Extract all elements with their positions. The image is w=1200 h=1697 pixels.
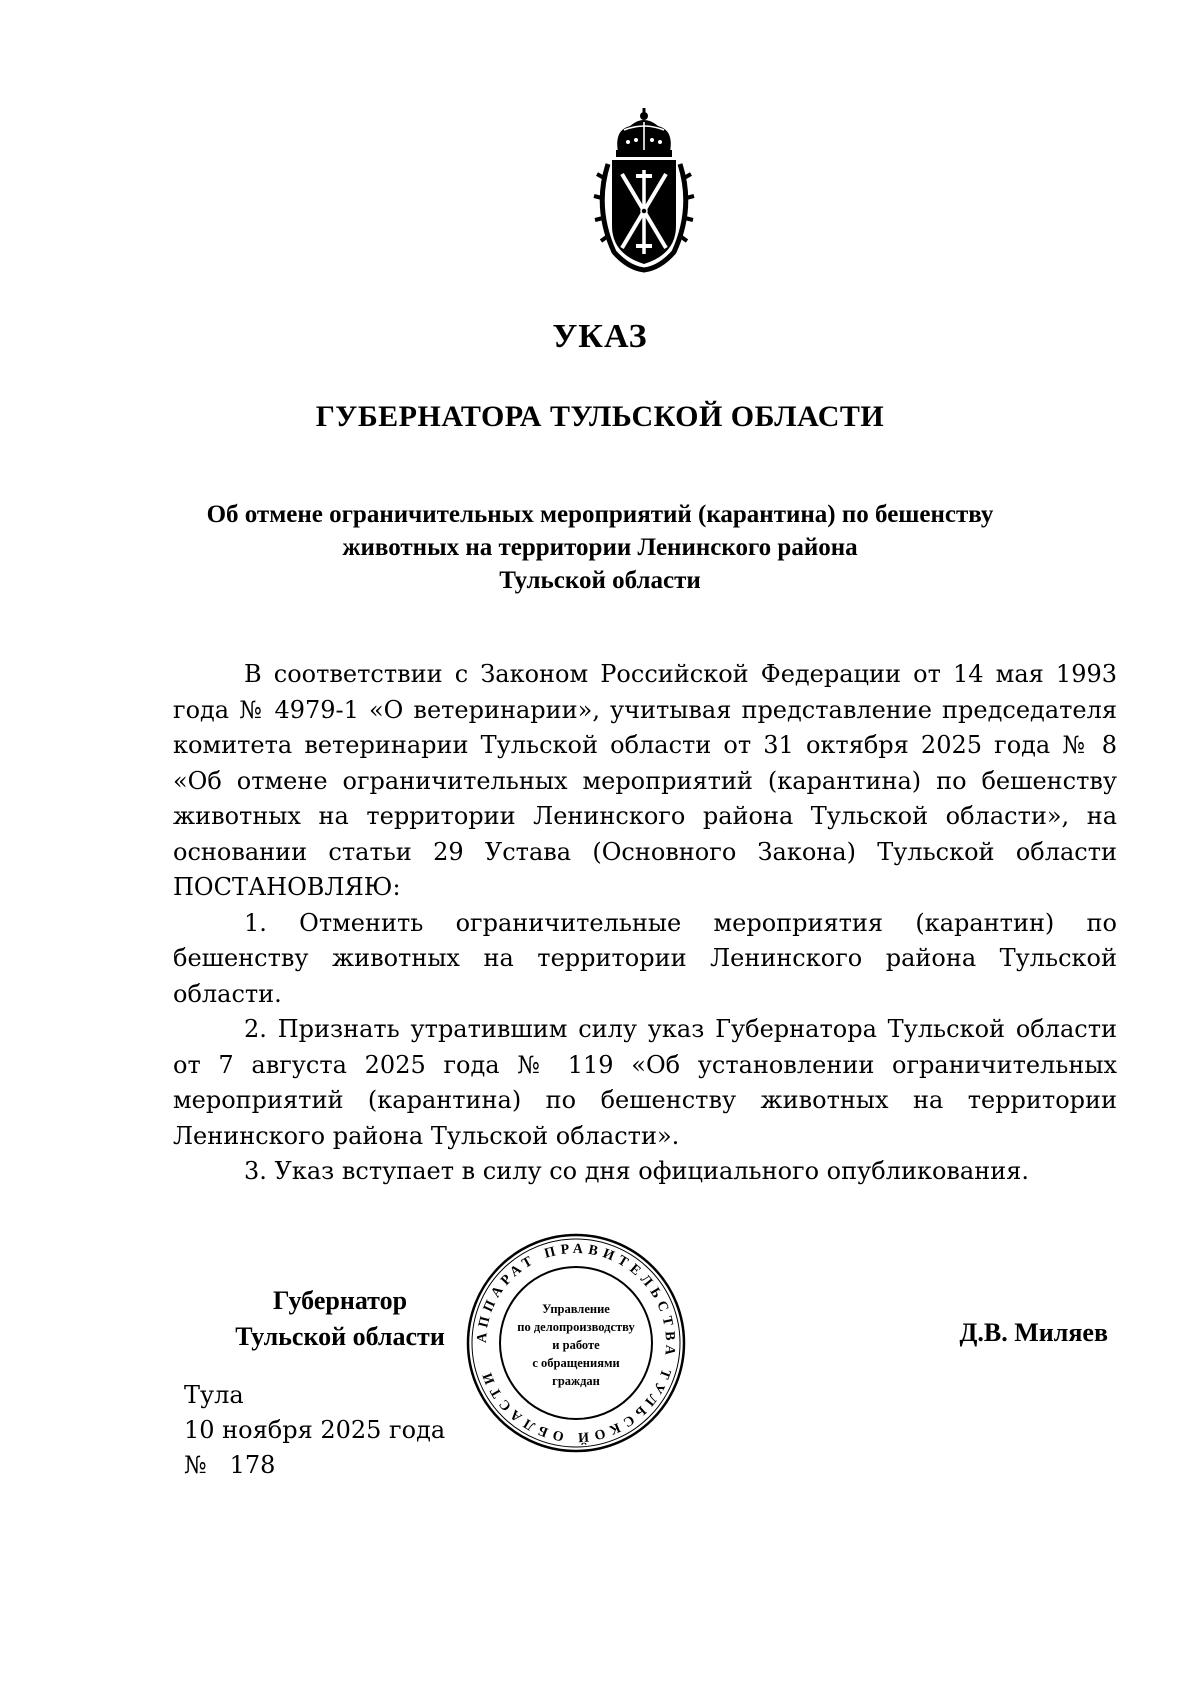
clause-paragraph: 3. Указ вступает в силу со дня официального опубликования. [244, 1157, 1029, 1185]
document-number: № 178 [184, 1451, 276, 1479]
seal-center-line: с обращениями [532, 1356, 620, 1370]
document-title: УКАЗ [552, 318, 648, 355]
seal-center-line: и работе [552, 1338, 600, 1352]
subject-line: животных на территории Ленинского района [342, 534, 858, 561]
seal-center-line: по делопроизводству [517, 1320, 635, 1334]
subject-line: Об отмене ограничительных мероприятий (карантина) по бешенству [206, 501, 994, 528]
signer-position-line: Тульской области [235, 1322, 445, 1351]
signer-name: Д.В. Миляев [959, 1318, 1108, 1347]
clause-paragraph: 2. Признать утратившим силу указ Губернатора Тульской области от 7 августа 2025 года № 119 «Об установлении ограничительных мероприятий (карантина) по бешенству животных на территории Ленинского района Тульской области». [173, 1015, 1117, 1150]
document-issuer: ГУБЕРНАТОРА ТУЛЬСКОЙ ОБЛАСТИ [315, 400, 885, 433]
official-seal-stamp [464, 1231, 688, 1455]
document-body [173, 657, 1117, 1190]
seal-center-line: Управление [542, 1302, 610, 1316]
subject-line: Тульской области [499, 567, 701, 594]
seal-center-line: граждан [552, 1374, 600, 1388]
tula-coat-of-arms-icon [588, 108, 700, 276]
signer-position-line: Губернатор [272, 1286, 408, 1315]
document-subject [0, 498, 1200, 597]
document-footer [184, 1378, 445, 1483]
preamble-paragraph: В соответствии с Законом Российской Федерации от 14 мая 1993 года № 4979-1 «О ветеринарии», учитывая представление председателя комитета ветеринарии Тульской области от 31 октября 2025 года № 8 «Об отмене ограничительных мероприятий (карантина) по бешенству животных на территории Ленинского района Тульской области», на основании статьи 29 Устава (Основного Закона) Тульской области ПОСТАНОВЛЯЮ: [173, 660, 1117, 901]
signer-position [215, 1283, 465, 1355]
issue-date: 10 ноября 2025 года [184, 1416, 446, 1444]
issue-city: Тула [184, 1381, 244, 1409]
seal-ring-text: АППАРАТ ПРАВИТЕЛЬСТВА ТУЛЬСКОЙ ОБЛАСТИ [474, 1241, 678, 1445]
clause-paragraph: 1. Отменить ограничительные мероприятия (карантин) по бешенству животных на территории Ленинского района Тульской области. [173, 908, 1117, 1008]
